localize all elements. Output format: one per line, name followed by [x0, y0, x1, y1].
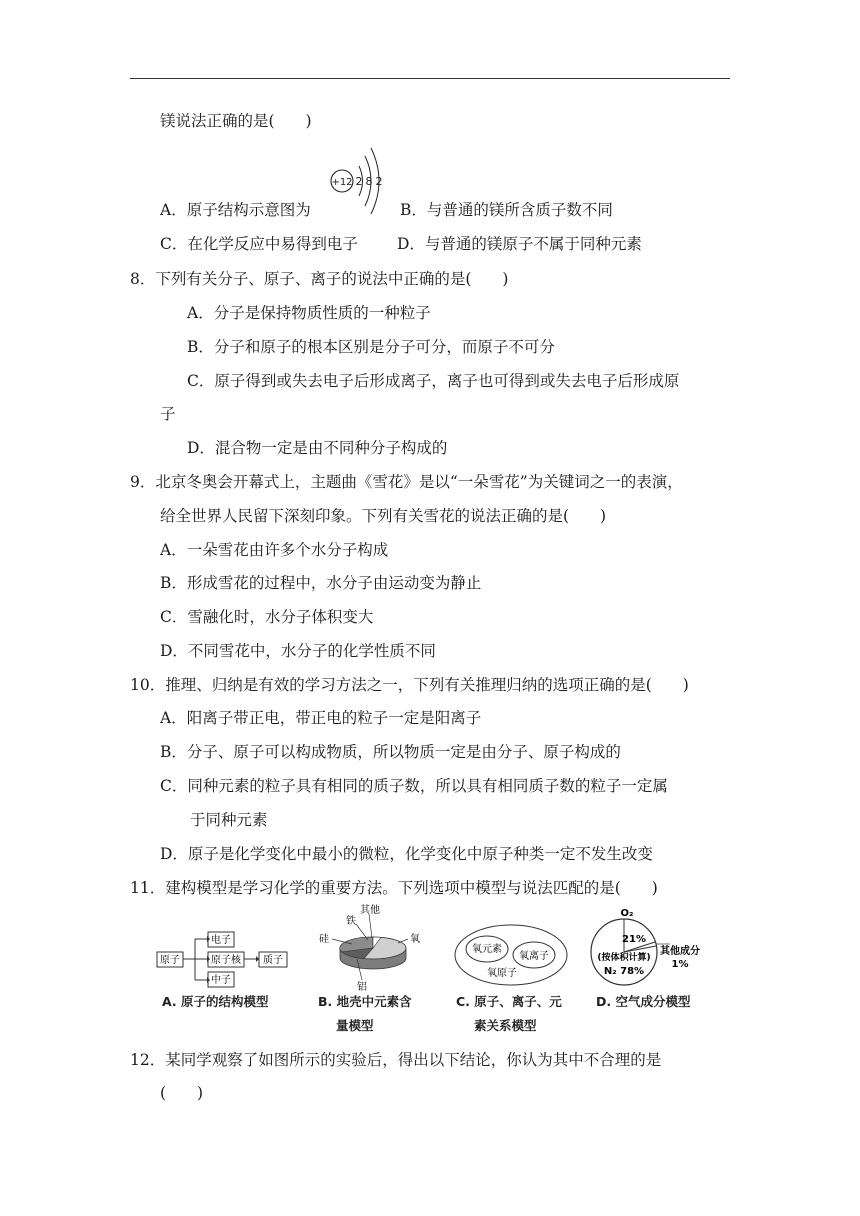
crust-elements-pie-figure	[312, 902, 437, 992]
q8-option-c-cont: 子	[160, 405, 176, 423]
q10-option-a: A．阳离子带正电，带正电的粒子一定是阳离子	[160, 709, 482, 727]
atom-ion-element-figure	[452, 922, 572, 988]
q12-stem: 12．某同学观察了如图所示的实验后，得出以下结论，你认为其中不合理的是	[130, 1051, 662, 1069]
q12-answer-blank: ( )	[160, 1084, 204, 1102]
label-21-percent: 21%	[622, 934, 646, 945]
pie-label-oxygen: 氧	[410, 934, 420, 945]
fig-b-caption-line1: B. 地壳中元素含	[318, 994, 412, 1009]
box-proton-label: 质子	[263, 955, 283, 966]
q8-stem: 8．下列有关分子、原子、离子的说法中正确的是( )	[130, 270, 509, 288]
q10-option-c: C．同种元素的粒子具有相同的质子数，所以具有相同质子数的粒子一定属	[160, 777, 668, 795]
label-n2-78: N₂ 78%	[603, 966, 645, 977]
q7-option-b: B．与普通的镁所含质子数不同	[400, 201, 613, 219]
fig-a-caption: A. 原子的结构模型	[162, 994, 269, 1009]
q7-stem-tail: 镁说法正确的是( )	[160, 112, 312, 130]
q9-stem-line1: 9．北京冬奥会开幕式上，主题曲《雪花》是以“一朵雪花”为关键词之一的表演，	[130, 473, 683, 491]
pie-label-other: 其他	[360, 905, 380, 916]
fig-d-caption: D. 空气成分模型	[596, 994, 691, 1009]
q9-option-b: B．形成雪花的过程中，水分子由运动变为静止	[160, 574, 482, 592]
air-composition-figure	[590, 906, 715, 990]
pie-label-iron: 铁	[346, 916, 356, 927]
shell-1-count: 2	[355, 175, 363, 188]
label-other-components: 其他成分	[660, 946, 700, 957]
box-neutron-label: 中子	[211, 975, 231, 986]
q7-option-d: D．与普通的镁原子不属于同种元素	[397, 235, 642, 253]
label-1-percent: 1%	[671, 959, 689, 970]
q10-option-b: B．分子、原子可以构成物质，所以物质一定是由分子、原子构成的	[160, 743, 621, 761]
q8-option-c: C．原子得到或失去电子后形成离子，离子也可得到或失去电子后形成原	[187, 372, 680, 390]
q9-option-a: A．一朵雪花由许多个水分子构成	[160, 541, 389, 559]
pie-label-silicon: 硅	[319, 934, 329, 945]
q11-stem: 11．建构模型是学习化学的重要方法。下列选项中模型与说法匹配的是( )	[130, 879, 658, 897]
q9-option-d: D．不同雪花中，水分子的化学性质不同	[160, 642, 436, 660]
label-oxygen-atom: 氧原子	[487, 968, 517, 979]
fig-c-caption-line2: 素关系模型	[474, 1018, 537, 1033]
q8-option-a: A．分子是保持物质性质的一种粒子	[187, 304, 431, 322]
q8-option-d: D．混合物一定是由不同种分子构成的	[187, 439, 448, 457]
shell-2-count: 8	[365, 175, 373, 188]
fig-c-caption-line1: C. 原子、离子、元	[456, 994, 562, 1009]
q7-option-a: A．原子结构示意图为	[160, 201, 311, 219]
box-nucleus-label: 原子核	[211, 955, 241, 966]
label-o2: O₂	[620, 908, 634, 919]
q9-stem-line2: 给全世界人民留下深刻印象。下列有关雪花的说法正确的是( )	[160, 507, 607, 525]
label-by-volume: (按体积计算)	[597, 953, 651, 963]
box-electron-label: 电子	[211, 935, 231, 946]
header-rule	[130, 78, 730, 79]
pie-label-aluminum: 铝	[357, 982, 367, 992]
q10-option-c-cont: 于同种元素	[190, 811, 268, 829]
q9-option-c: C．雪融化时，水分子体积变大	[160, 608, 374, 626]
atom-structure-model-figure	[155, 928, 295, 990]
nucleus-charge: +12	[331, 177, 353, 188]
atom-structure-diagram	[325, 144, 395, 216]
q7-option-c: C．在化学反应中易得到电子	[160, 235, 358, 253]
box-atom-label: 原子	[160, 955, 180, 966]
q10-stem: 10．推理、归纳是有效的学习方法之一，下列有关推理归纳的选项正确的是( )	[130, 676, 689, 694]
q10-option-d: D．原子是化学变化中最小的微粒，化学变化中原子种类一定不发生改变	[160, 845, 653, 863]
q8-option-b: B．分子和原子的根本区别是分子可分，而原子不可分	[187, 338, 555, 356]
label-oxygen-ion: 氧离子	[519, 951, 549, 962]
shell-3-count: 2	[375, 175, 383, 188]
label-oxygen-element: 氧元素	[472, 944, 502, 955]
fig-b-caption-line2: 量模型	[336, 1018, 374, 1033]
